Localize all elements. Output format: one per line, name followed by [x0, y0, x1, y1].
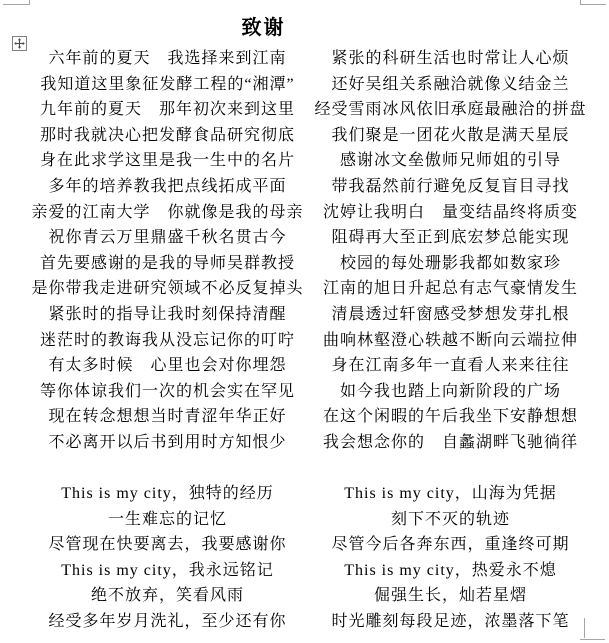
text-boundary-mark-top-left-v [29, 0, 30, 5]
poem-stanza [303, 481, 598, 635]
poem-line: 如今我也踏上向新阶段的广场 [339, 382, 561, 400]
poem-stanza [20, 481, 315, 635]
poem-line: 紧张时的指导让我时刻保持清醒 [48, 305, 287, 323]
poem-line: 曲响林壑澄心轶越不断向云端拉伸 [322, 331, 578, 349]
poem-line: 经受雪雨冰风依旧承庭最融洽的拼盘 [314, 101, 587, 119]
poem-stanza [303, 46, 598, 456]
poem-line: 在这个闲暇的午后我坐下安静想想 [322, 408, 578, 426]
page-title: 致谢 [241, 17, 286, 39]
poem-line: 尽管今后各奔东西，重逢终可期 [331, 536, 570, 554]
poem-line: 我们聚是一团花火散是满天星辰 [331, 126, 570, 144]
poem-line: 倔强生长，灿若星熠 [373, 587, 527, 605]
poem-line: 我知道这里象征发酵工程的“湘潭” [40, 75, 295, 93]
poem-line: 首先要感谢的是我的导师吴群教授 [39, 254, 295, 272]
poem-line: 沈婷让我明白 量变结晶终将质变 [322, 203, 578, 221]
poem-line: 那时我就决心把发酵食品研究彻底 [39, 126, 295, 144]
poem-line: 祝你青云万里鼎盛千秋名贯古今 [48, 229, 287, 247]
text-boundary-mark-top-right-v [580, 0, 581, 5]
poem-line: 刻下不灭的轨迹 [390, 510, 510, 528]
text-boundary-mark-top-left-h [3, 4, 30, 5]
poem-line: 身在江南多年一直看人来来往往 [331, 357, 570, 375]
poem-column-left [20, 46, 315, 635]
poem-line: 有太多时候 心里也会对你埋怨 [48, 357, 287, 375]
poem-line: 感谢冰文垒傲师兄师姐的引导 [339, 152, 561, 170]
poem-line: 清晨透过轩窗感受梦想发芽扎根 [331, 305, 570, 323]
poem-line: 时光雕刻每段足迹，浓墨落下笔 [331, 613, 570, 631]
poem-line: 一生难忘的记忆 [107, 510, 227, 528]
poem-line: 不必离开以后书到用时方知恨少 [48, 433, 287, 451]
poem-line: This is my city，独特的经历 [61, 485, 274, 503]
poem-line: 我会想念你的 自蠡湖畔飞驰徜徉 [322, 433, 578, 451]
poem-line: 绝不放弃，笑看风雨 [90, 587, 244, 605]
poem-line: 尽管现在快要离去，我要感谢你 [48, 536, 287, 554]
poem-line: 多年的培养教我把点线拓成平面 [48, 177, 287, 195]
poem-line: 阻碍再大至正到底宏梦总能实现 [331, 229, 570, 247]
poem-line: This is my city，热爱永不熄 [344, 561, 557, 579]
poem-line: 现在转念想想当时青涩年华正好 [48, 408, 287, 426]
poem-line: 紧张的科研生活也时常让人心烦 [331, 50, 570, 67]
poem-line: 带我磊然前行避免反复盲目寻找 [331, 177, 570, 195]
poem-line: 九年前的夏天 那年初次来到这里 [39, 101, 295, 119]
poem-stanza [20, 46, 315, 456]
poem-line: 江南的旭日升起总有志气豪情发生 [322, 280, 578, 298]
poem-line: 校园的每处珊影我都如数家珍 [339, 254, 561, 272]
poem-line: 六年前的夏天 我选择来到江南 [48, 50, 287, 67]
poem-line: 身在此求学这里是我一生中的名片 [39, 152, 295, 170]
poem-line: 等你体谅我们一次的机会实在罕见 [39, 382, 295, 400]
text-boundary-mark-bottom-right-h [580, 639, 605, 640]
poem-line: 还好吴组关系融洽就像义结金兰 [331, 75, 570, 93]
poem-line: 迷茫时的教诲我从没忘记你的叮咛 [39, 331, 295, 349]
poem-line: 亲爱的江南大学 你就像是我的母亲 [31, 203, 304, 221]
poem-line: 经受多年岁月洗礼，至少还有你 [48, 613, 287, 631]
poem-column-right [303, 46, 598, 635]
text-boundary-mark-top-right-h [580, 4, 606, 5]
poem-line: 是你带我走进研究领域不必反复掉头 [31, 280, 304, 298]
poem-line: This is my city，我永远铭记 [61, 561, 274, 579]
poem-line: This is my city，山海为凭据 [344, 485, 557, 503]
